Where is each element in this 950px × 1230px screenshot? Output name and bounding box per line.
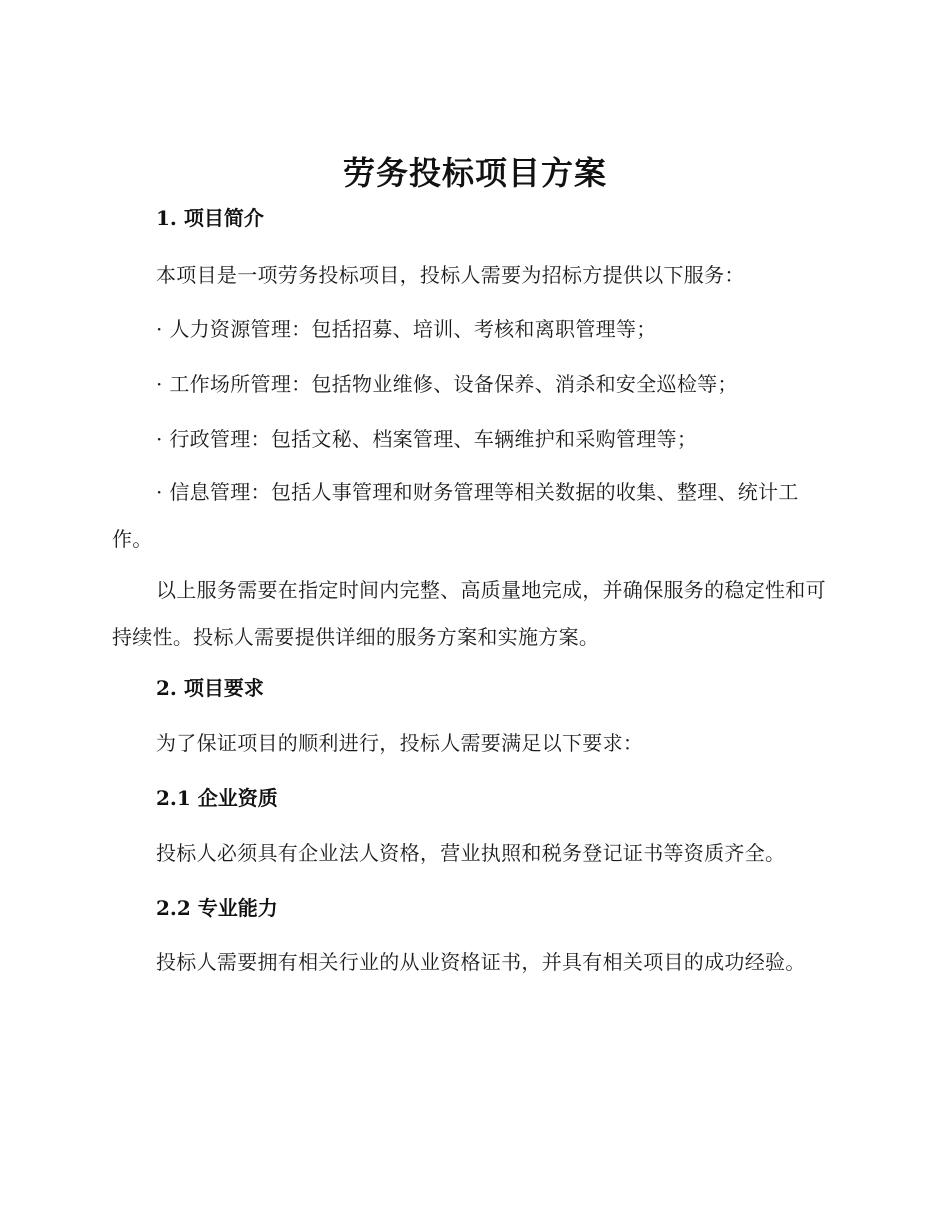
section-heading-2: 2. 项目要求: [156, 676, 264, 700]
bullet-admin-management: · 行政管理：包括文秘、档案管理、车辆维护和采购管理等；: [156, 427, 698, 451]
document-title: 劳务投标项目方案: [342, 154, 607, 192]
section-heading-1: 1. 项目简介: [156, 206, 264, 230]
bullet-hr-management: · 人力资源管理：包括招募、培训、考核和离职管理等；: [156, 317, 657, 341]
subsection-heading-2-2: 2.2 专业能力: [156, 896, 278, 920]
subsection-2-1-text: 投标人必须具有企业法人资格，营业执照和税务登记证书等资质齐全。: [156, 841, 786, 865]
section-1-intro: 本项目是一项劳务投标项目，投标人需要为招标方提供以下服务：: [156, 263, 745, 287]
subsection-heading-2-1: 2.1 企业资质: [156, 786, 278, 810]
bullet-info-management: · 信息管理：包括人事管理和财务管理等相关数据的收集、整理、统计工作。: [112, 480, 799, 551]
subsection-2-2-text: 投标人需要拥有相关行业的从业资格证书，并具有相关项目的成功经验。: [156, 950, 806, 974]
section-2-intro: 为了保证项目的顺利进行，投标人需要满足以下要求：: [156, 731, 644, 755]
section-1-closing: 以上服务需要在指定时间内完整、高质量地完成，并确保服务的稳定性和可持续性。投标人需要提供详细的服务方案和实施方案。: [112, 578, 826, 649]
bullet-workplace-management: · 工作场所管理：包括物业维修、设备保养、消杀和安全巡检等；: [156, 372, 738, 396]
